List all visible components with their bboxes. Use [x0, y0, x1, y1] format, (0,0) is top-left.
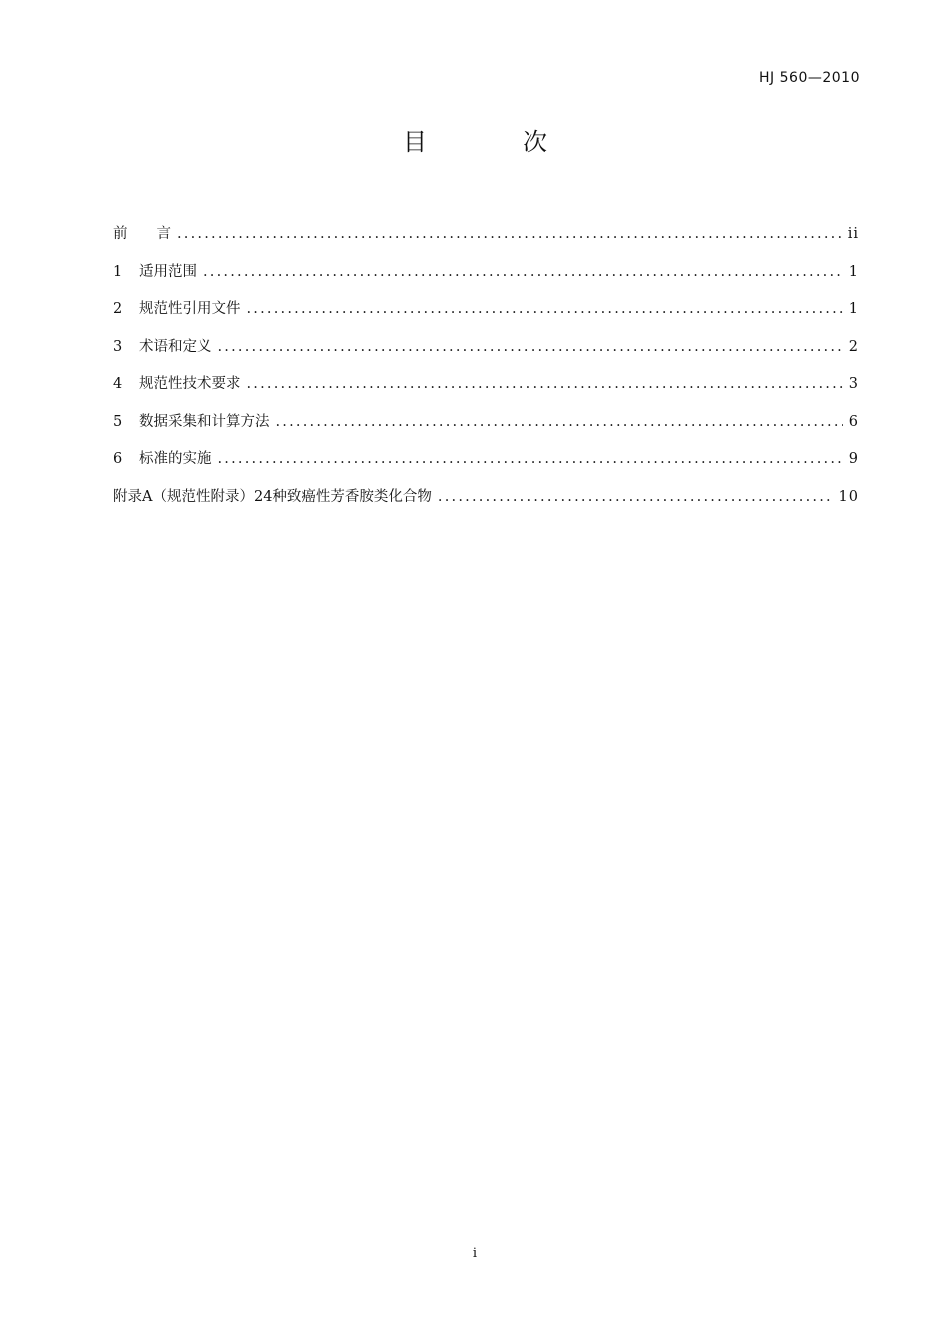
- toc-entry-technical-requirements[interactable]: [113, 372, 859, 410]
- toc-entry-label: 4 规范性技术要求: [113, 376, 241, 392]
- toc-dot-leader: [218, 339, 843, 355]
- toc-dot-leader: [247, 301, 843, 317]
- toc-entry-appendix-a[interactable]: [113, 485, 859, 523]
- toc-entry-label: 附录A（规范性附录）24种致癌性芳香胺类化合物: [113, 488, 432, 505]
- table-of-contents: [113, 222, 859, 522]
- standard-code: HJ 560—2010: [759, 70, 860, 86]
- toc-page-number: 10: [838, 488, 859, 505]
- toc-section-number: 2: [113, 301, 123, 317]
- toc-page-number: 1: [848, 263, 859, 280]
- toc-entry-normative-references[interactable]: [113, 297, 859, 335]
- toc-entry-label: 前 言: [113, 226, 171, 242]
- toc-entry-label: 1 适用范围: [113, 263, 197, 280]
- toc-dot-leader: [203, 264, 843, 280]
- toc-section-number: 3: [113, 338, 123, 355]
- toc-entry-terms-definitions[interactable]: [113, 335, 859, 373]
- toc-dot-leader: [276, 414, 843, 430]
- toc-entry-foreword[interactable]: [113, 222, 859, 260]
- toc-page-number: 6: [848, 413, 859, 430]
- toc-page-number: 2: [848, 338, 859, 355]
- toc-entry-label: 3 术语和定义: [113, 338, 212, 355]
- toc-dot-leader: [438, 489, 833, 505]
- toc-dot-leader: [247, 376, 843, 392]
- toc-section-number: 1: [113, 263, 123, 280]
- toc-entry-data-methods[interactable]: [113, 410, 859, 448]
- toc-page-number: 9: [848, 451, 859, 467]
- toc-section-number: 6: [113, 451, 123, 467]
- toc-entry-scope[interactable]: [113, 260, 859, 298]
- toc-entry-label: 6 标准的实施: [113, 451, 212, 467]
- toc-section-number: 5: [113, 413, 123, 430]
- toc-dot-leader: [218, 451, 843, 467]
- toc-page-number: 3: [848, 376, 859, 392]
- toc-entry-label: 2 规范性引用文件: [113, 301, 241, 317]
- page-title: 目 次: [403, 128, 583, 156]
- toc-entry-label: 5 数据采集和计算方法: [113, 413, 270, 430]
- toc-page-number: ii: [847, 226, 859, 242]
- toc-entry-implementation[interactable]: [113, 447, 859, 485]
- page-number: i: [472, 1246, 478, 1261]
- toc-page-number: 1: [848, 301, 859, 317]
- toc-dot-leader: [177, 226, 842, 242]
- toc-section-number: 4: [113, 376, 123, 392]
